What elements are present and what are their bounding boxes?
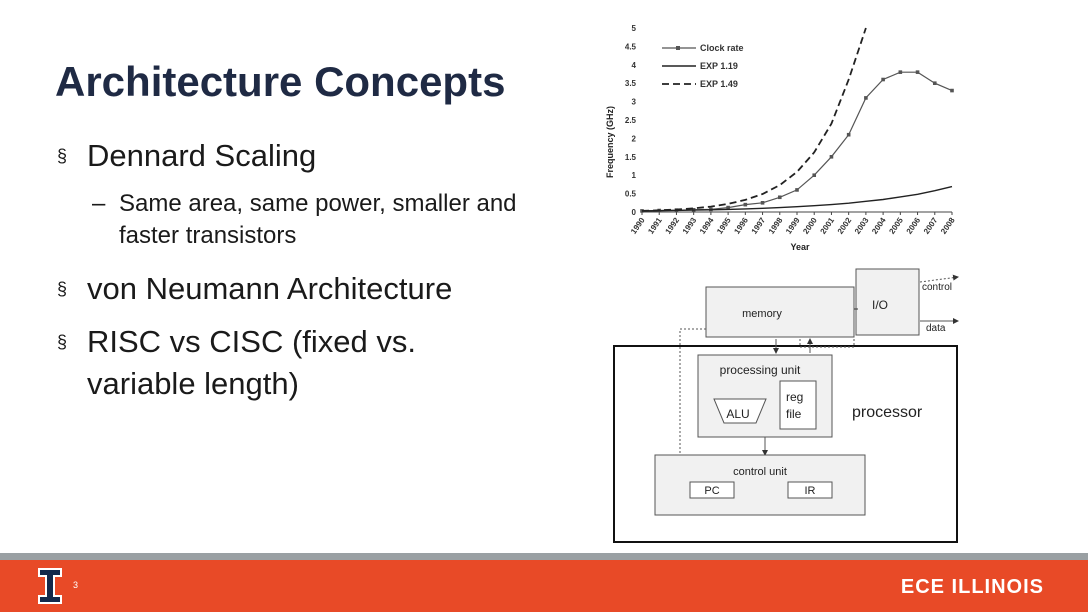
x-tick-label: 1990: [629, 215, 647, 236]
x-tick-label: 2001: [818, 215, 837, 236]
x-tick-label: 2008: [939, 215, 957, 236]
processor-label: processor: [852, 404, 923, 421]
ece-illinois-wordmark: ECE ILLINOIS: [900, 576, 1044, 598]
y-tick-label: 1: [631, 171, 636, 181]
von-neumann-diagram: [610, 265, 970, 550]
y-tick-label: 4.5: [624, 42, 636, 52]
x-tick-label: 1992: [663, 215, 682, 236]
x-tick-label: 1998: [766, 215, 785, 236]
frequency-chart: [600, 20, 970, 260]
alu-label: ALU: [726, 407, 750, 421]
y-tick-label: 3.5: [624, 79, 636, 89]
x-tick-label: 1991: [646, 215, 664, 236]
sub-bullet-text: Same area, same power, smaller and faster transistors: [119, 190, 517, 249]
bullet-von-neumann: [57, 268, 452, 310]
y-tick-label: 1.5: [624, 152, 636, 162]
clock-rate-point: [899, 70, 903, 74]
y-tick-label: 3: [631, 97, 636, 107]
clock-rate-point: [881, 78, 885, 82]
x-tick-label: 2007: [921, 215, 940, 236]
memory-label: memory: [742, 308, 782, 320]
clock-rate-point: [847, 133, 851, 137]
sub-bullet-marker: –: [92, 190, 106, 217]
chart-y-axis: [625, 24, 952, 217]
control-unit-box: [655, 455, 865, 515]
clock-rate-point: [830, 155, 834, 159]
bullet-dennard-scaling: [57, 135, 316, 177]
legend-exp149: EXP 1.49: [700, 79, 738, 89]
footer-stripe: [0, 553, 1088, 560]
chart-x-axis: [629, 212, 957, 236]
y-tick-label: 2.5: [624, 116, 636, 125]
chart-series: [640, 28, 954, 213]
sub-bullet-dennard-detail: [92, 188, 532, 252]
bullet-marker: §: [57, 332, 68, 352]
bullet-text: RISC vs CISC (fixed vs. variable length): [87, 324, 416, 401]
bullet-text: von Neumann Architecture: [87, 271, 453, 306]
x-tick-label: 2005: [887, 215, 905, 236]
bullet-text: Dennard Scaling: [87, 138, 317, 173]
illinois-logo-icon: [38, 568, 62, 604]
clock-rate-point: [761, 201, 765, 205]
clock-rate-point: [744, 203, 748, 207]
x-tick-label: 2003: [852, 215, 871, 236]
legend-clock-rate: Clock rate: [700, 43, 744, 53]
x-tick-label: 2000: [801, 215, 819, 236]
io-label: I/O: [871, 298, 889, 312]
register-file-box: [780, 381, 816, 429]
y-tick-label: 4: [631, 60, 636, 70]
y-tick-label: 0: [631, 208, 636, 217]
x-tick-label: 1993: [680, 215, 699, 236]
legend-exp119: EXP 1.19: [700, 61, 738, 71]
clock-rate-point: [864, 96, 868, 100]
x-tick-label: 1996: [732, 215, 750, 236]
x-tick-label: 2002: [835, 215, 854, 236]
register-file-line2: file: [786, 407, 802, 421]
chart-x-axis-label: Year: [790, 242, 810, 252]
chart-y-axis-label: Frequency (GHz): [605, 105, 615, 179]
y-tick-label: 5: [631, 24, 636, 33]
clock-rate-point: [916, 70, 920, 74]
control-unit-label: control unit: [733, 466, 787, 478]
x-tick-label: 1994: [697, 215, 716, 236]
x-tick-label: 1995: [715, 215, 733, 236]
control-label: control: [922, 282, 953, 293]
y-tick-label: 0.5: [624, 189, 636, 199]
series-line-2: [642, 28, 866, 211]
slide-title: Architecture Concepts: [55, 58, 506, 105]
slide-number: 3: [73, 580, 79, 590]
clock-rate-point: [950, 89, 954, 93]
register-file-line1: reg: [786, 390, 804, 404]
bullet-marker: §: [57, 146, 68, 166]
x-tick-label: 2004: [870, 215, 888, 236]
legend-clock-rate-marker: [676, 46, 680, 50]
clock-rate-point: [778, 195, 782, 199]
clock-rate-point: [933, 81, 937, 85]
clock-rate-point: [795, 188, 799, 192]
clock-rate-point: [812, 173, 816, 177]
y-tick-label: 2: [631, 134, 636, 144]
processing-unit-label: processing unit: [719, 363, 801, 377]
bullet-risc-cisc: [57, 321, 527, 405]
bullet-marker: §: [57, 279, 68, 299]
x-tick-label: 2006: [904, 215, 923, 236]
x-tick-label: 1999: [784, 215, 802, 236]
x-tick-label: 1997: [749, 215, 768, 236]
ir-register-label: IR: [804, 485, 816, 497]
chart-legend: [662, 43, 744, 89]
data-label: data: [926, 323, 946, 334]
pc-register-label: PC: [704, 485, 720, 497]
